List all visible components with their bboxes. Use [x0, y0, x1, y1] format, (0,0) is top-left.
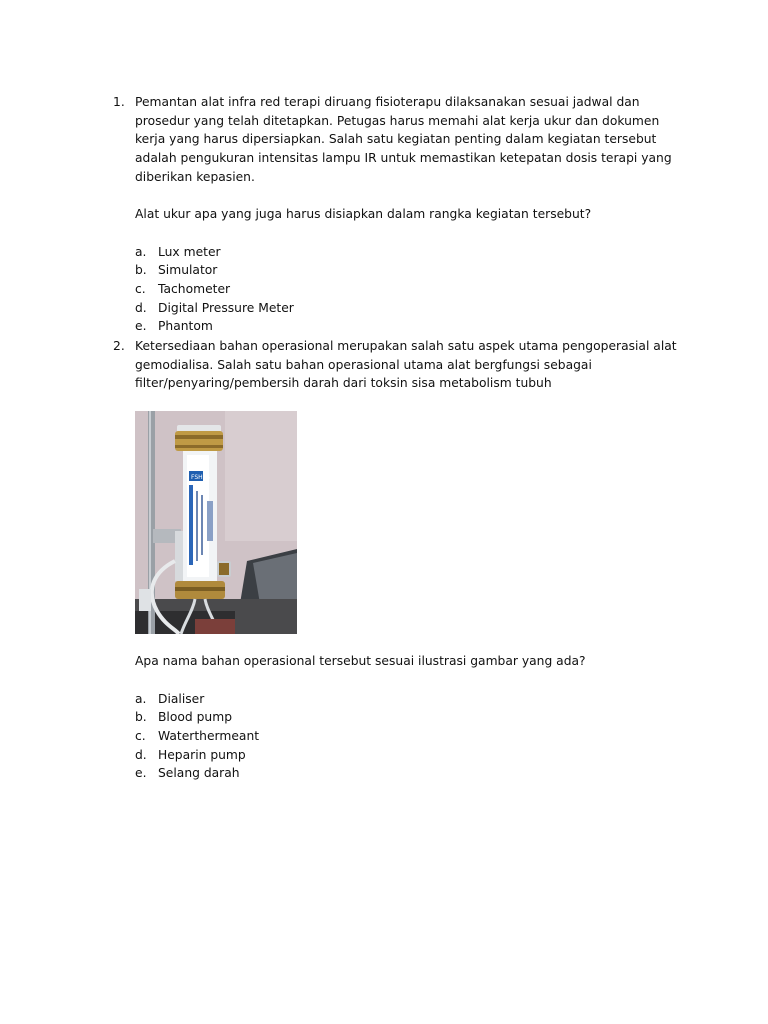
option-text: Heparin pump: [158, 747, 246, 762]
question-number: 1.: [113, 95, 125, 109]
option-letter: a.: [135, 244, 147, 259]
option-text: Digital Pressure Meter: [158, 300, 294, 315]
option-b: [135, 261, 693, 280]
option-text: Selang darah: [158, 766, 240, 781]
option-text: Dialiser: [158, 691, 205, 706]
option-letter: e.: [135, 319, 147, 334]
option-text: Waterthermeant: [158, 728, 260, 743]
option-letter: b.: [135, 710, 147, 725]
option-c: [135, 727, 693, 746]
dialyzer-photo: [135, 411, 297, 634]
option-d: [135, 746, 693, 765]
question-number: 2.: [113, 339, 125, 353]
option-letter: a.: [135, 691, 147, 706]
option-list: [135, 243, 693, 336]
option-c: [135, 280, 693, 299]
option-text: Lux meter: [158, 244, 221, 259]
question-paragraph: Pemantan alat infra red terapi diruang fisioterapu dilaksanakan sesuai jadwal dan prosedur yang telah ditetapkan. Petugas harus memahi alat kerja ukur dan dokumen kerja yang harus dipersiapkan. Salah satu kegiatan penting dalam kegiatan tersebut adalah pengukuran intensitas lampu IR untuk memastikan ketepatan dosis terapi yang diberikan kepasien.: [135, 95, 672, 184]
option-text: Simulator: [158, 263, 218, 278]
option-a: [135, 690, 693, 709]
option-text: Blood pump: [158, 710, 232, 725]
question-prompt: Alat ukur apa yang juga harus disiapkan dalam rangka kegiatan tersebut?: [135, 207, 592, 222]
option-letter: b.: [135, 263, 147, 278]
dialyzer-label: FSHPS: [191, 474, 211, 482]
question-prompt: Apa nama bahan operasional tersebut sesuai ilustrasi gambar yang ada?: [135, 654, 586, 669]
question-paragraph: Ketersediaan bahan operasional merupakan salah satu aspek utama pengoperasial alat gemodialisa. Salah satu bahan operasional utama alat bergfungsi sebagai filter/penyaring/pembersih darah dari toksin sisa metabolism tubuh: [135, 339, 677, 391]
option-letter: d.: [135, 300, 147, 315]
question-1: [113, 93, 693, 336]
option-a: [135, 243, 693, 262]
option-letter: e.: [135, 766, 147, 781]
question-2: [113, 337, 693, 783]
option-e: [135, 317, 693, 336]
option-letter: c.: [135, 728, 146, 743]
option-list: [135, 690, 693, 783]
option-letter: d.: [135, 747, 147, 762]
option-text: Tachometer: [158, 281, 231, 296]
option-b: [135, 708, 693, 727]
option-text: Phantom: [158, 319, 213, 334]
option-e: [135, 764, 693, 783]
option-d: [135, 299, 693, 318]
option-letter: c.: [135, 281, 146, 296]
